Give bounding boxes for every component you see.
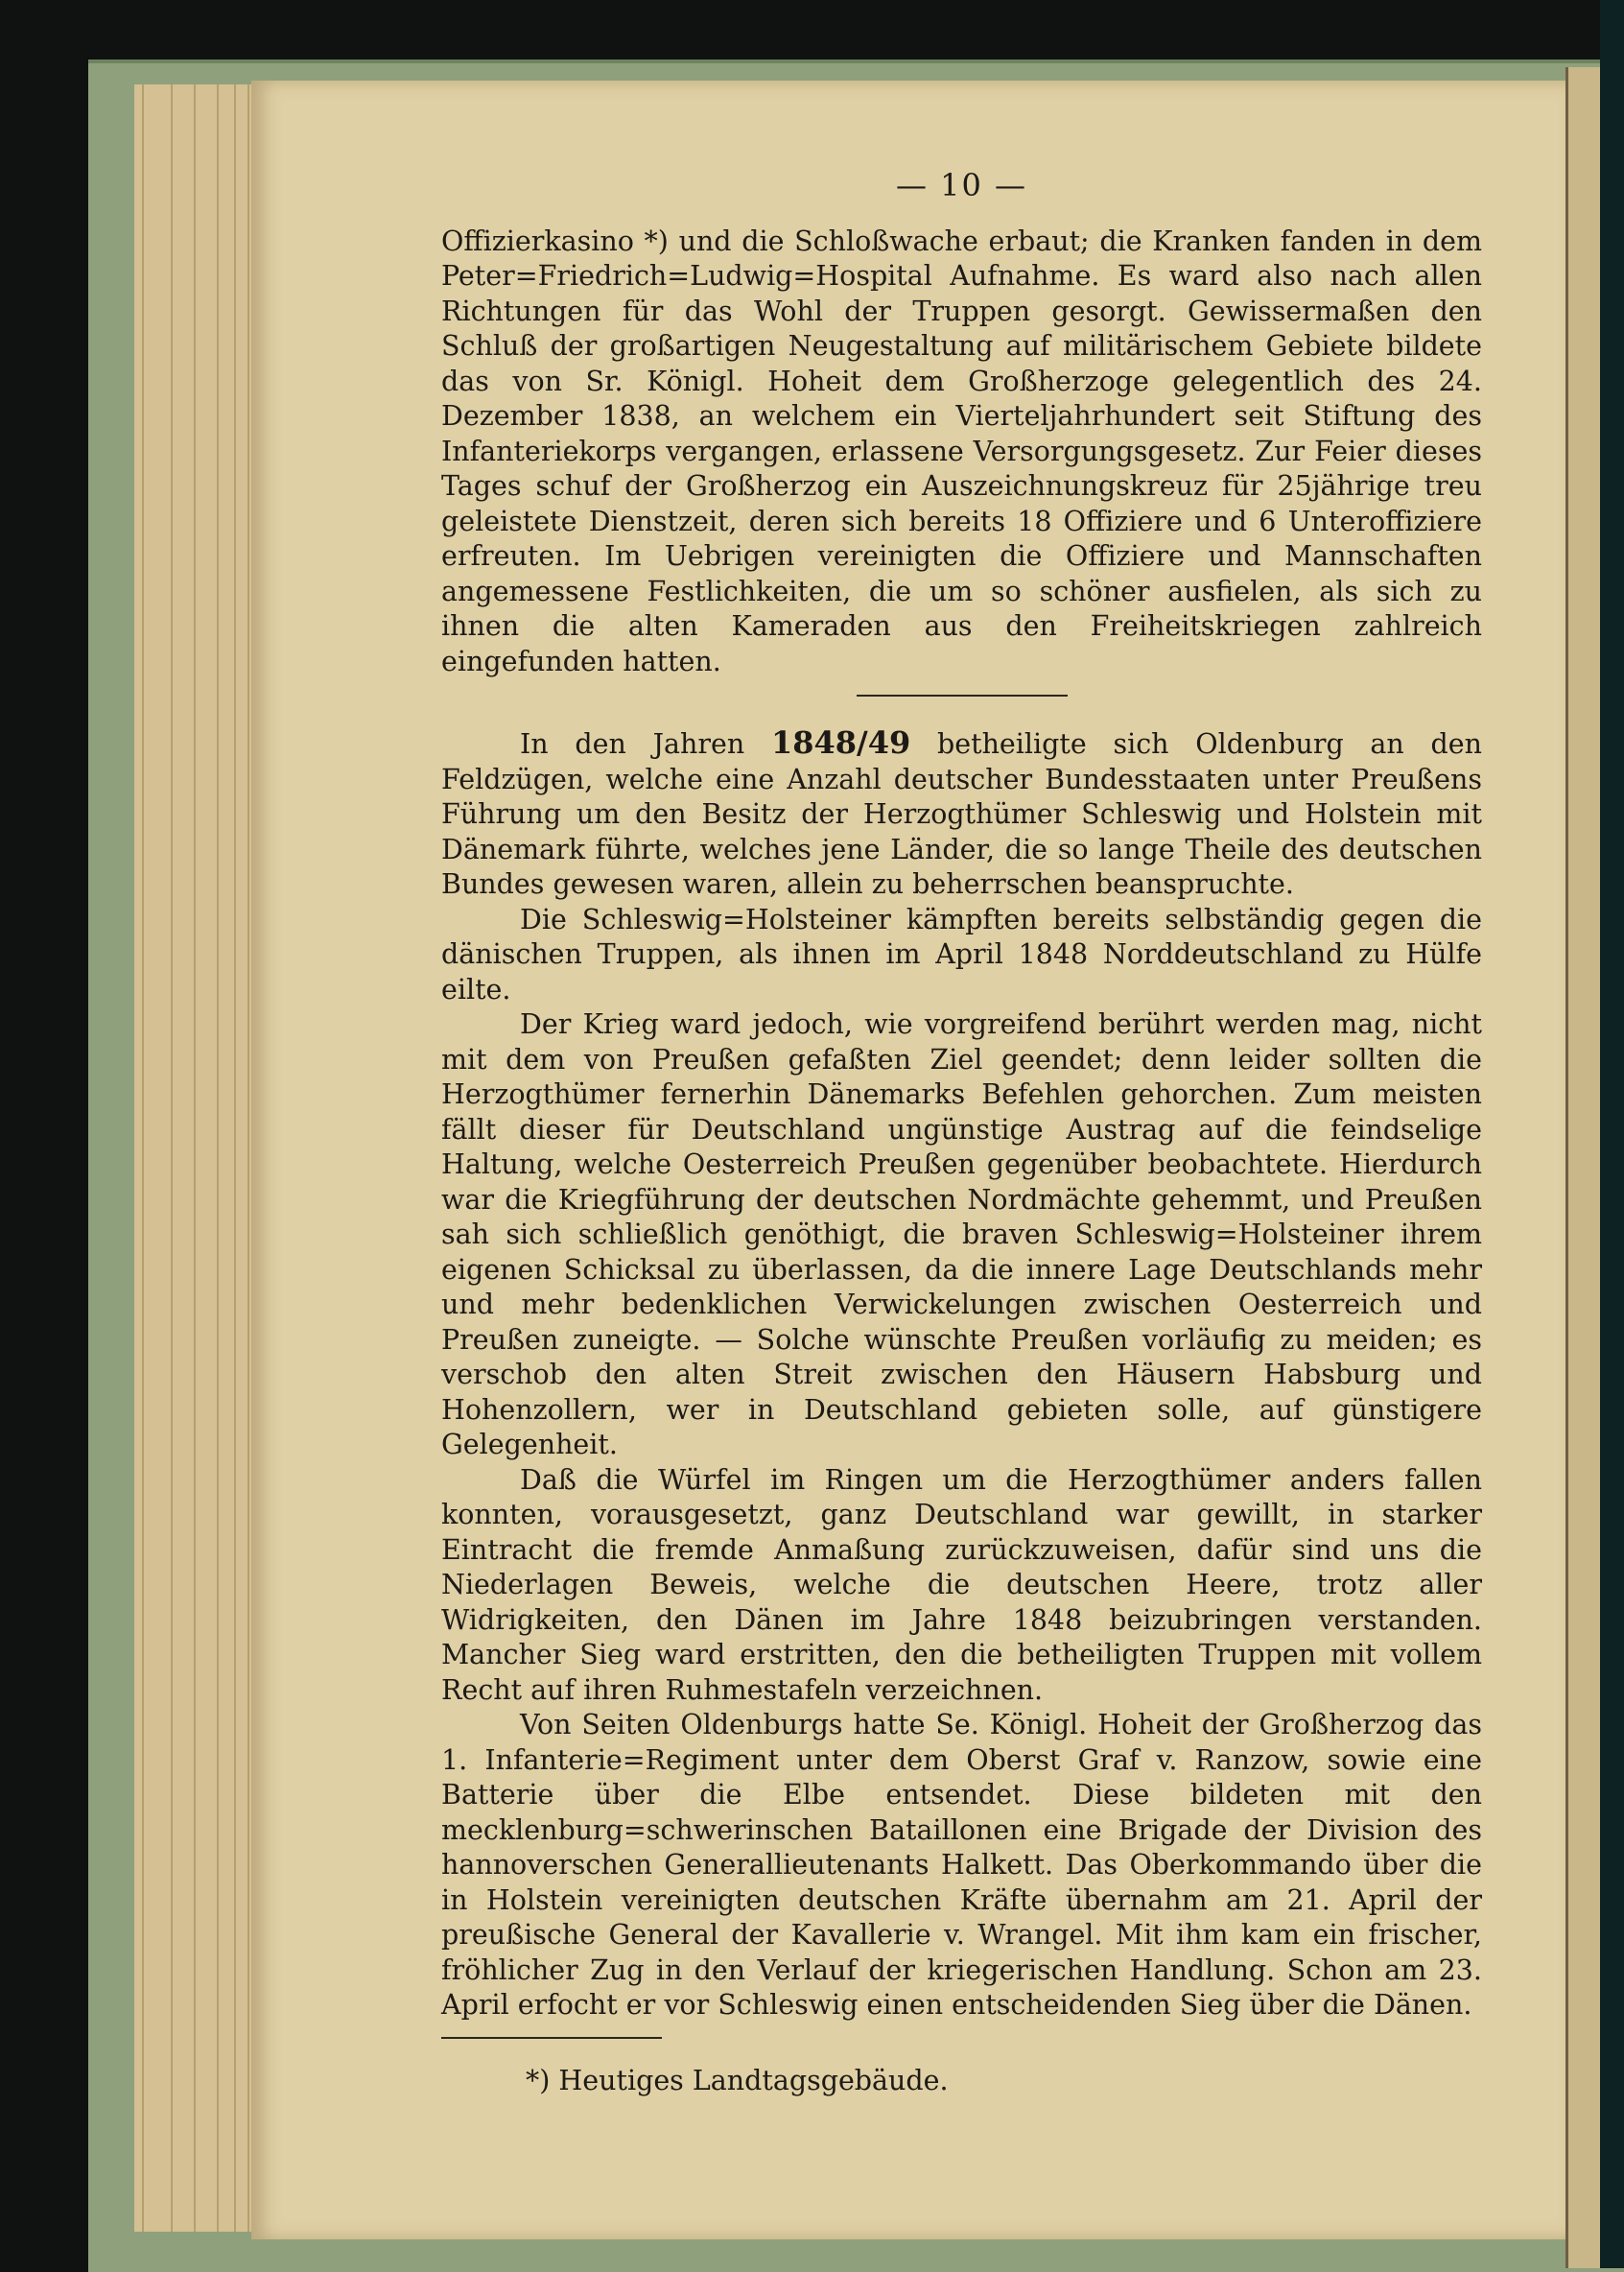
section-divider [857,695,1068,697]
paragraph-5: Daß die Würfel im Ringen um die Herzogthümer anders fallen konnten, vorausgesetzt, ganz Deutschland war gewillt, in starker Eintracht die fremde Anmaßung zurückzuweisen, dafür sind uns die Niederlagen Beweis, welche die deutschen Heere, trotz aller Widrigkeiten, den Dänen im Jahre 1848 beizubringen verstanden. Mancher Sieg ward erstritten, den die betheiligten Truppen mit vollem Recht auf ihren Ruhmestafeln verzeichnen. [441,1463,1482,1706]
paragraph-2-lead: In den Jahren [520,728,745,760]
paragraph-2 [441,725,1482,903]
page-stack-edge [134,84,269,2232]
background-edge [1600,0,1624,2268]
facing-page-edge [1565,67,1603,2268]
paragraph-2-rest: betheiligte sich Oldenburg an den Feldzügen, welche eine Anzahl deutscher Bundesstaaten unter Preußens Führung um den Besitz der Herzogthümer Schleswig und Holstein mit Dänemark führte, welches jene Länder, die so lange Theile des deutschen Bundes gewesen waren, allein zu beherrschen beanspruchte. [441,728,1483,900]
paragraph-1: Offizierkasino *) und die Schloßwache erbaut; die Kranken fanden in dem Peter=Friedrich=Ludwig=Hospital Aufnahme. Es ward also nach allen Richtungen für das Wohl der Truppen gesorgt. Gewissermaßen den Schluß der großartigen Neugestaltung auf militärischem Gebiete bildete das von Sr. Königl. Hoheit dem Großherzoge gelegentlich des 24. Dezember 1838, an welchem ein Vierteljahrhundert seit Stiftung des Infanteriekorps vergangen, erlassene Versorgungsgesetz. Zur Feier dieses Tages schuf der Großherzog ein Auszeichnungskreuz für 25jährige treu geleistete Dienstzeit, deren sich bereits 18 Offiziere und 6 Unteroffiziere erfreuten. Im Uebrigen vereinigten die Offiziere und Mannschaften angemessene Festlichkeiten, die um so schöner ausfielen, als sich zu ihnen die alten Kameraden aus den Freiheitskriegen zahlreich eingefunden hatten. [441,225,1482,677]
page-text-column [441,158,1482,2098]
paragraph-6: Von Seiten Oldenburgs hatte Se. Königl. Hoheit der Großherzog das 1. Infanterie=Regiment unter dem Oberst Graf v. Ranzow, sowie eine Batterie über die Elbe entsendet. Diese bildeten mit den mecklenburg=schwerinschen Bataillonen eine Brigade der Division des hannoverschen Generallieutenants Halkett. Das Oberkommando über die in Holstein vereinigten deutschen Kräfte übernahm am 21. April der preußische General der Kavallerie v. Wrangel. Mit ihm kam ein frischer, fröhlicher Zug in den Verlauf der kriegerischen Handlung. Schon am 23. April erfocht er vor Schleswig einen entscheidenden Sieg über die Dänen. [441,1709,1482,2021]
paragraph-4: Der Krieg ward jedoch, wie vorgreifend berührt werden mag, nicht mit dem von Preußen gefaßten Ziel geendet; denn leider sollten die Herzogthümer fernerhin Dänemarks Befehlen gehorchen. Zum meisten fällt dieser für Deutschland ungünstige Austrag auf die feindselige Haltung, welche Oesterreich Preußen gegenüber beobachtete. Hierdurch war die Kriegführung der deutschen Nordmächte gehemmt, und Preußen sah sich schließlich genöthigt, die braven Schleswig=Holsteiner ihrem eigenen Schicksal zu überlassen, da die innere Lage Deutschlands mehr und mehr bedenklichen Verwickelungen zwischen Oesterreich und Preußen zuneigte. — Solche wünschte Preußen vorläufig zu meiden; es verschob den alten Streit zwischen den Häusern Habsburg und Hohenzollern, wer in Deutschland gebieten solle, auf günstigere Gelegenheit. [441,1008,1482,1460]
year-heading: 1848/49 [770,724,911,761]
footnote-divider [441,2037,662,2039]
footnote: *) Heutiges Landtagsgebäude. [526,2064,949,2096]
paragraph-3: Die Schleswig=Holsteiner kämpften bereits selbständig gegen die dänischen Truppen, als ihnen im April 1848 Norddeutschland zu Hülfe eilte. [441,903,1482,1006]
page-number: — 10 — [895,167,1028,203]
